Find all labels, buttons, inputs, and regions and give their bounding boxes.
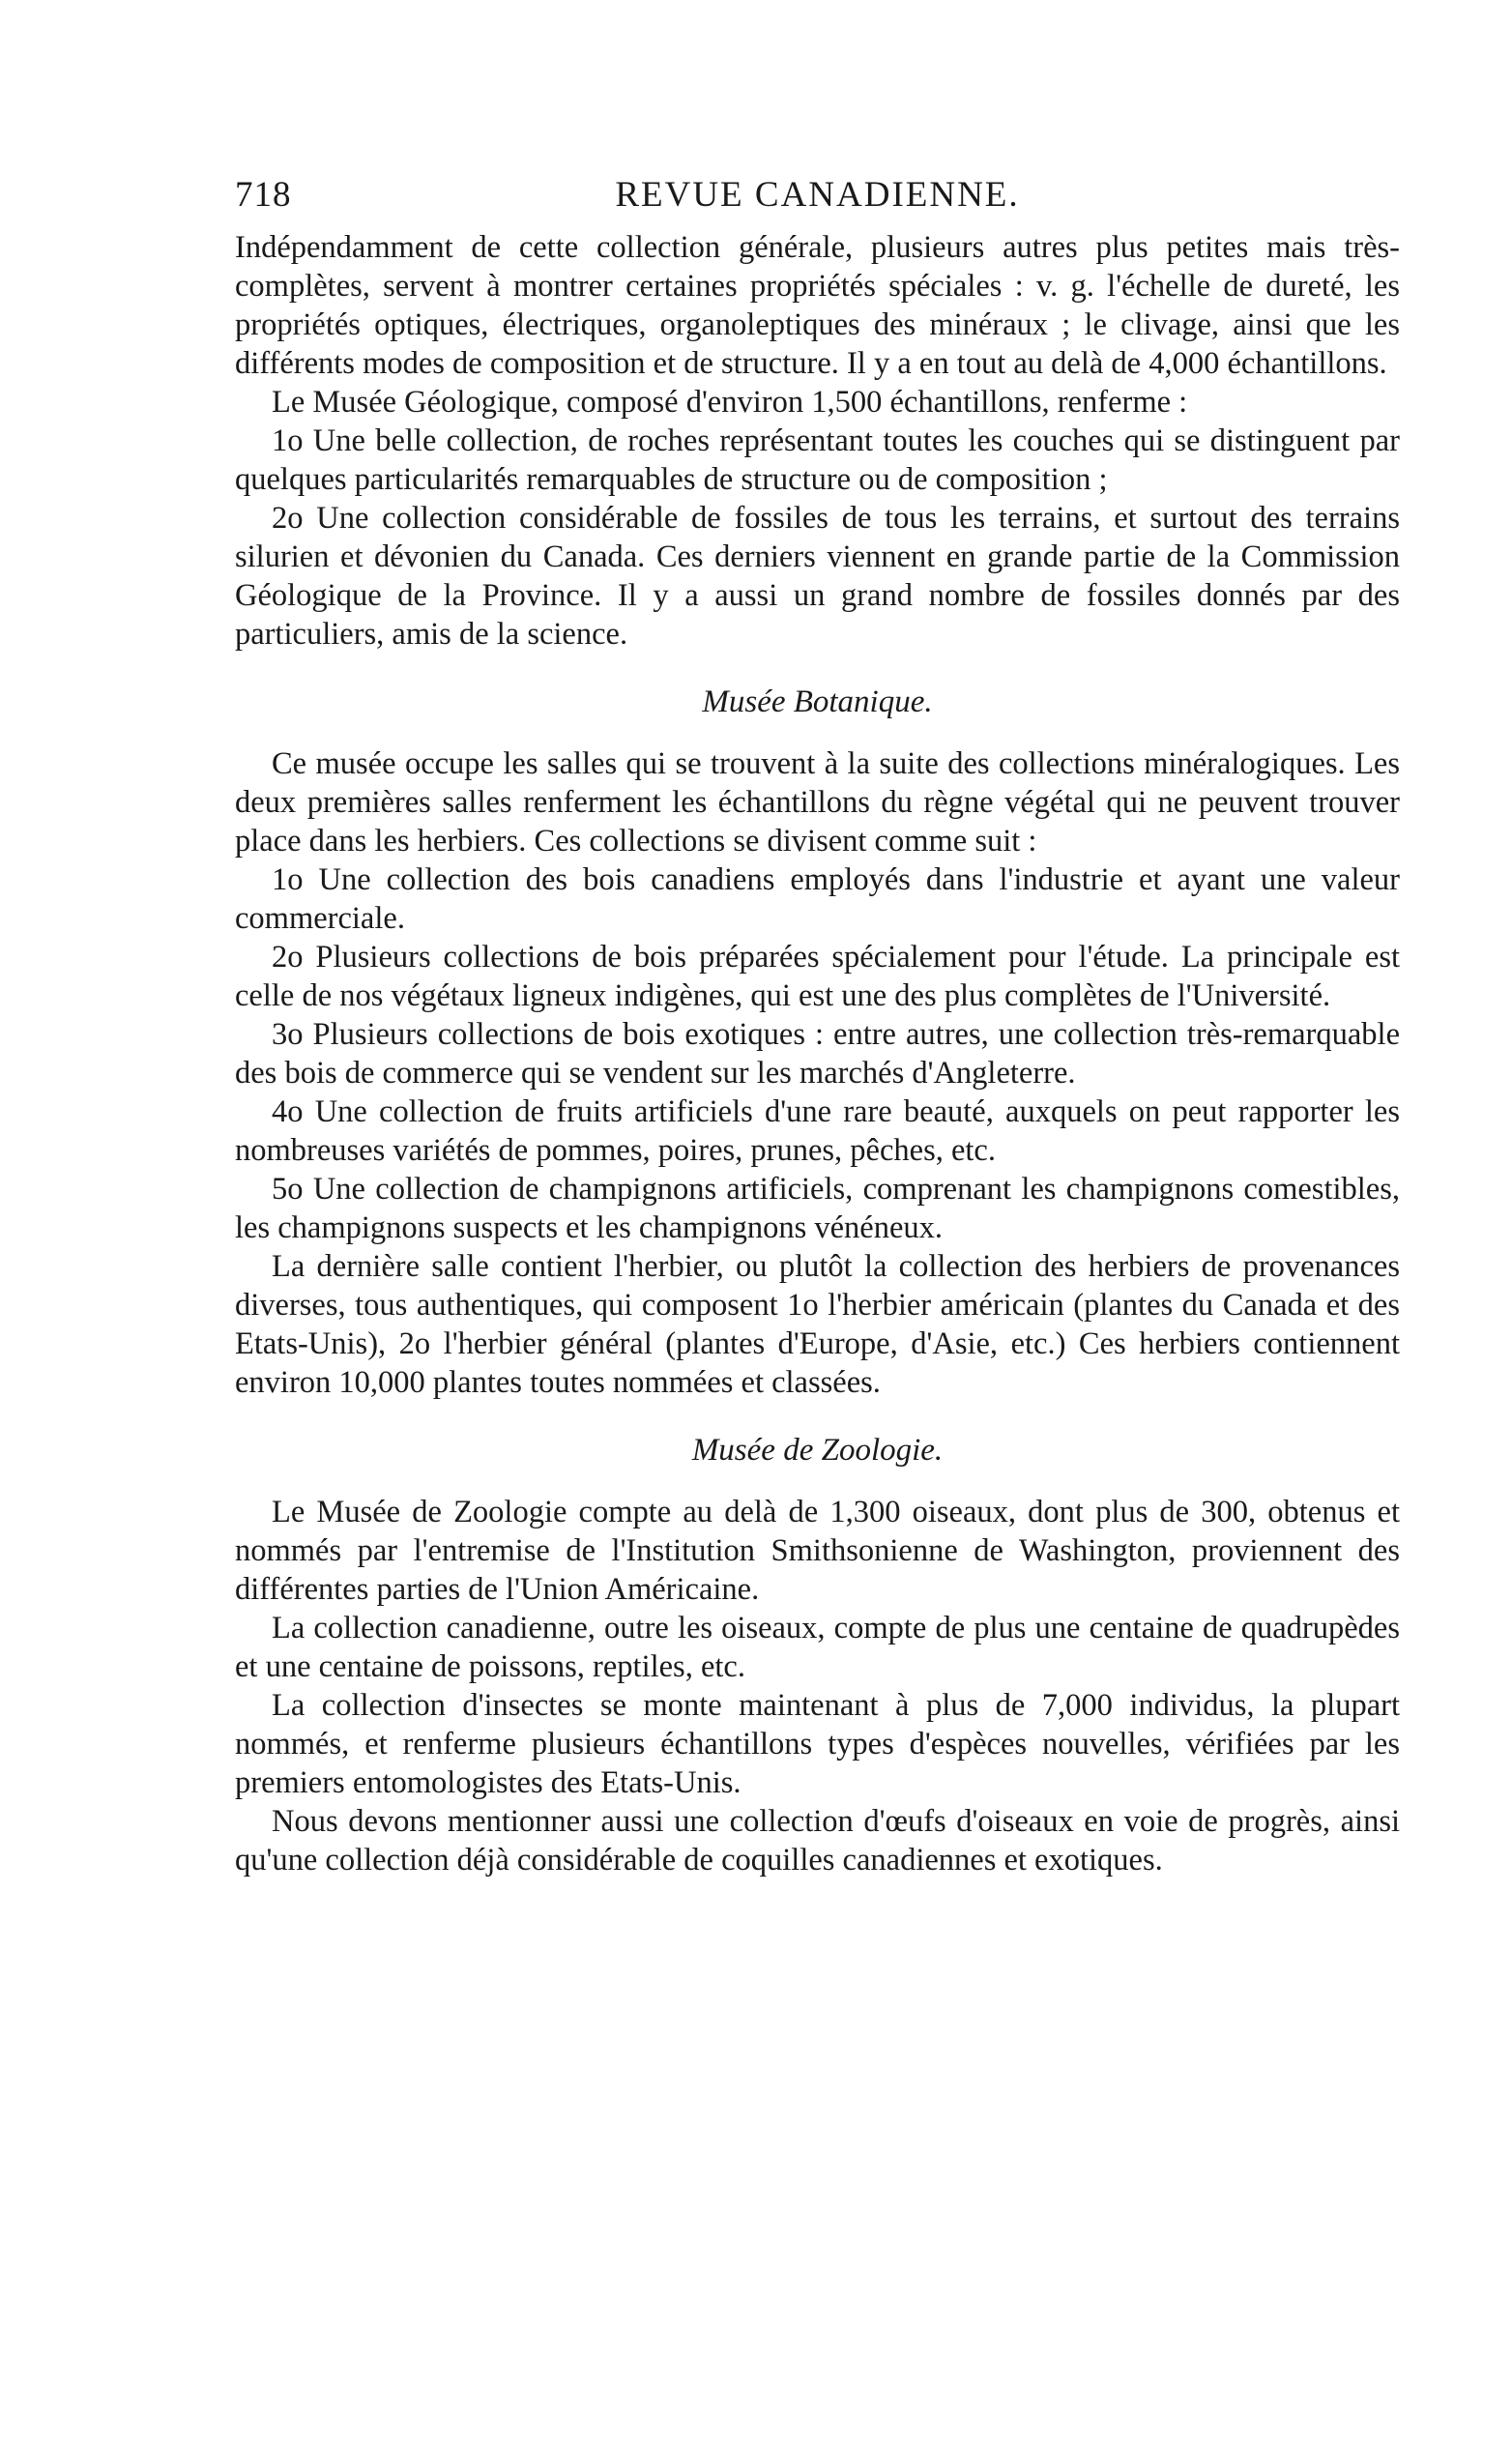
- paragraph: 1o Une belle collection, de roches représentant toutes les couches qui se distinguent par quelques particularités remarquables de structure ou de composition ;: [235, 423, 1400, 497]
- paragraph: La collection d'insectes se monte maintenant à plus de 7,000 individus, la plupart nommés, et renferme plusieurs échantillons types d'espèces nouvelles, vérifiées par les premiers entomologistes des Etats-Unis.: [235, 1688, 1400, 1800]
- paragraph: Indépendamment de cette collection générale, plusieurs autres plus petites mais très-complètes, servent à montrer certaines propriétés spéciales : v. g. l'échelle de dureté, les propriétés optiques, électriques, organoleptiques des minéraux ; le clivage, ainsi que les différents modes de composition et de structure. Il y a en tout au delà de 4,000 échantillons.: [235, 230, 1400, 381]
- paragraph: Le Musée Géologique, composé d'environ 1,500 échantillons, renferme :: [272, 385, 1188, 420]
- paragraph: 1o Une collection des bois canadiens employés dans l'industrie et ayant une valeur commerciale.: [235, 862, 1400, 936]
- section-heading-zoologie: Musée de Zoologie.: [691, 1433, 944, 1468]
- body-text: [235, 228, 1400, 1879]
- paragraph: Ce musée occupe les salles qui se trouvent à la suite des collections minéralogiques. Les deux premières salles renferment les échantillons du règne végétal qui ne peuvent trouver place dans les herbiers. Ces collections se divisent comme suit :: [235, 746, 1400, 859]
- paragraph: 2o Plusieurs collections de bois préparées spécialement pour l'étude. La principale est celle de nos végétaux ligneux indigènes, qui est une des plus complètes de l'Université.: [235, 940, 1400, 1013]
- paragraph: 4o Une collection de fruits artificiels d'une rare beauté, auxquels on peut rapporter les nombreuses variétés de pommes, poires, prunes, pêches, etc.: [235, 1094, 1400, 1168]
- paragraph: 3o Plusieurs collections de bois exotiques : entre autres, une collection très-remarquable des bois de commerce qui se vendent sur les marchés d'Angleterre.: [235, 1017, 1400, 1091]
- running-head: [235, 174, 1400, 228]
- paragraph: La collection canadienne, outre les oiseaux, compte de plus une centaine de quadrupèdes et une centaine de poissons, reptiles, etc.: [235, 1611, 1400, 1684]
- book-page: [235, 174, 1400, 1879]
- paragraph: 2o Une collection considérable de fossiles de tous les terrains, et surtout des terrains silurien et dévonien du Canada. Ces derniers viennent en grande partie de la Commission Géologique de la Province. Il y a aussi un grand nombre de fossiles donnés par des particuliers, amis de la science.: [235, 501, 1400, 652]
- paragraph: La dernière salle contient l'herbier, ou plutôt la collection des herbiers de provenances diverses, tous authentiques, qui composent 1o l'herbier américain (plantes du Canada et des Etats-Unis), 2o l'herbier général (plantes d'Europe, d'Asie, etc.) Ces herbiers contiennent environ 10,000 plantes toutes nommées et classées.: [235, 1249, 1400, 1400]
- paragraph: 5o Une collection de champignons artificiels, comprenant les champignons comestibles, les champignons suspects et les champignons vénéneux.: [235, 1172, 1400, 1245]
- journal-title: REVUE CANADIENNE.: [615, 175, 1020, 215]
- paragraph: Nous devons mentionner aussi une collection d'œufs d'oiseaux en voie de progrès, ainsi qu'une collection déjà considérable de coquilles canadiennes et exotiques.: [235, 1804, 1400, 1878]
- section-heading-botanique: Musée Botanique.: [702, 684, 933, 719]
- page-number: 718: [235, 175, 292, 215]
- paragraph: Le Musée de Zoologie compte au delà de 1,300 oiseaux, dont plus de 300, obtenus et nommés par l'entremise de l'Institution Smithsonienne de Washington, proviennent des différentes parties de l'Union Américaine.: [235, 1495, 1400, 1607]
